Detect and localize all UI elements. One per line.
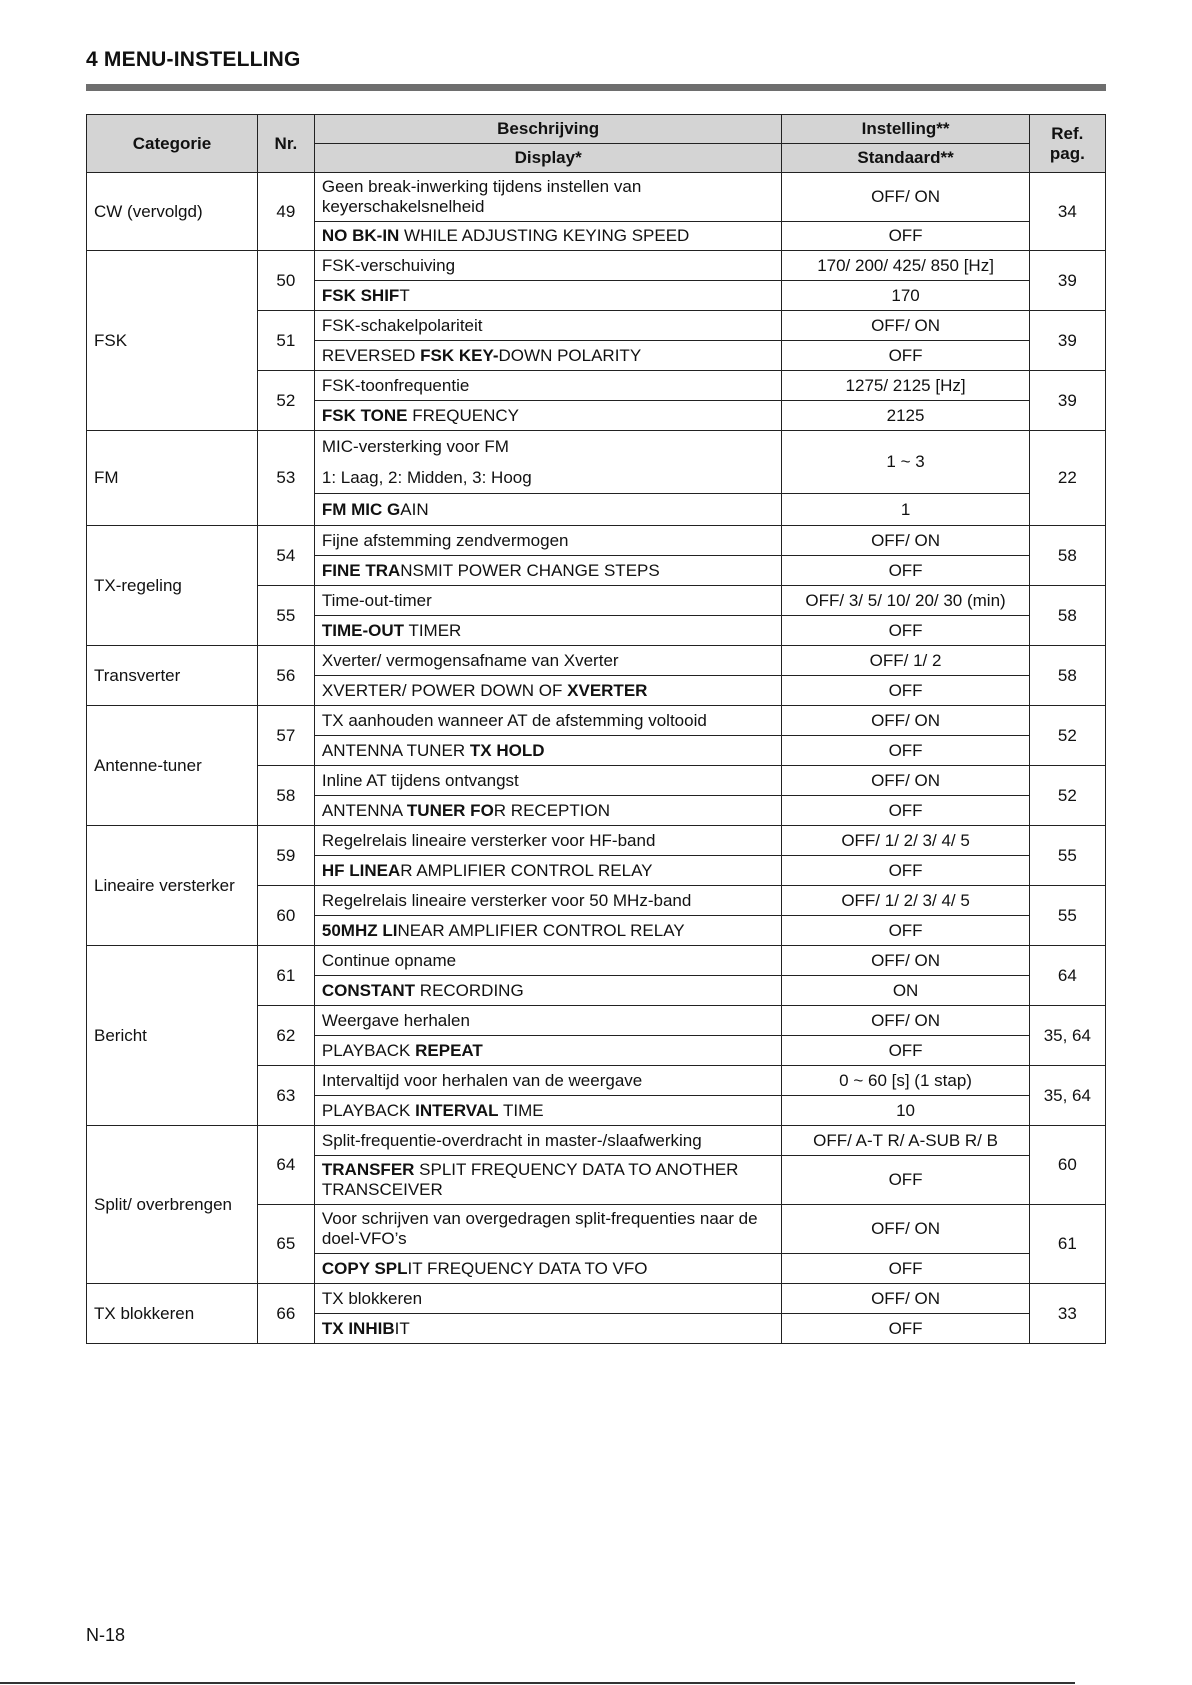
display-bold: TX INHIB xyxy=(321,1318,395,1338)
header-ref-line1: Ref. xyxy=(1051,123,1084,143)
section-title: 4 MENU-INSTELLING xyxy=(86,48,301,71)
table-row xyxy=(87,946,1106,976)
display-bold: TX HOLD xyxy=(469,740,545,760)
category-cell: Antenne-tuner xyxy=(87,706,258,826)
display-cell xyxy=(314,281,782,311)
display-bold: NO BK-IN xyxy=(321,226,400,245)
setting-cell: 1275/ 2125 [Hz] xyxy=(782,371,1029,401)
default-cell: ON xyxy=(782,976,1029,1006)
setting-cell: OFF/ ON xyxy=(782,946,1029,976)
default-cell: OFF xyxy=(782,676,1029,706)
default-cell: OFF xyxy=(782,1314,1029,1344)
default-cell: 170 xyxy=(782,281,1029,311)
display-cell xyxy=(314,494,782,526)
display-bold: XVERTER xyxy=(567,680,648,700)
ref-cell: 58 xyxy=(1029,526,1105,586)
display-prefix: XVERTER/ POWER DOWN OF xyxy=(321,680,568,700)
header-nr: Nr. xyxy=(257,115,314,173)
ref-cell: 35, 64 xyxy=(1029,1066,1105,1126)
description-cell: Split-frequentie-overdracht in master-/slaafwerking xyxy=(314,1126,782,1156)
display-bold: FINE TRA xyxy=(321,560,401,580)
default-cell: OFF xyxy=(782,556,1029,586)
default-cell: OFF xyxy=(782,341,1029,371)
table-row xyxy=(87,1126,1106,1156)
ref-cell: 55 xyxy=(1029,826,1105,886)
setting-cell: OFF/ 3/ 5/ 10/ 20/ 30 (min) xyxy=(782,586,1029,616)
table-row xyxy=(87,173,1106,222)
ref-cell: 39 xyxy=(1029,311,1105,371)
display-cell xyxy=(314,616,782,646)
nr-cell: 65 xyxy=(257,1205,314,1284)
menu-table xyxy=(86,114,1106,1344)
nr-cell: 64 xyxy=(257,1126,314,1205)
display-bold: INTERVAL xyxy=(415,1100,499,1120)
display-rest: NSMIT POWER CHANGE STEPS xyxy=(400,560,660,580)
default-cell: OFF xyxy=(782,1156,1029,1205)
setting-cell: OFF/ 1/ 2/ 3/ 4/ 5 xyxy=(782,826,1029,856)
description-cell: Weergave herhalen xyxy=(314,1006,782,1036)
header-instelling: Instelling** xyxy=(782,115,1029,144)
description-cell: TX aanhouden wanneer AT de afstemming voltooid xyxy=(314,706,782,736)
setting-cell: OFF/ ON xyxy=(782,1006,1029,1036)
ref-cell: 61 xyxy=(1029,1205,1105,1284)
ref-cell: 33 xyxy=(1029,1284,1105,1344)
category-cell: Lineaire versterker xyxy=(87,826,258,946)
setting-cell: 1 ~ 3 xyxy=(782,431,1029,494)
ref-cell: 60 xyxy=(1029,1126,1105,1205)
nr-cell: 56 xyxy=(257,646,314,706)
ref-cell: 39 xyxy=(1029,251,1105,311)
category-cell: Bericht xyxy=(87,946,258,1126)
setting-cell: OFF/ ON xyxy=(782,1284,1029,1314)
ref-cell: 22 xyxy=(1029,431,1105,526)
nr-cell: 53 xyxy=(257,431,314,526)
nr-cell: 63 xyxy=(257,1066,314,1126)
display-rest: FREQUENCY xyxy=(407,405,519,425)
default-cell: OFF xyxy=(782,916,1029,946)
display-rest: SPLIT FREQUENCY DATA TO ANOTHER TRANSCEIVER xyxy=(321,1160,739,1199)
nr-cell: 60 xyxy=(257,886,314,946)
setting-cell: OFF/ ON xyxy=(782,311,1029,341)
default-cell: OFF xyxy=(782,1254,1029,1284)
nr-cell: 66 xyxy=(257,1284,314,1344)
display-cell xyxy=(314,222,782,251)
table-row xyxy=(87,826,1106,856)
header-ref xyxy=(1029,115,1105,173)
description-cell: Intervaltijd voor herhalen van de weergave xyxy=(314,1066,782,1096)
setting-cell: OFF/ ON xyxy=(782,173,1029,222)
description-cell: TX blokkeren xyxy=(314,1284,782,1314)
header-display: Display* xyxy=(314,144,782,173)
display-prefix: REVERSED xyxy=(321,345,421,365)
display-cell xyxy=(314,676,782,706)
description-cell: Fijne afstemming zendvermogen xyxy=(314,526,782,556)
default-cell: OFF xyxy=(782,1036,1029,1066)
display-cell xyxy=(314,736,782,766)
table-row xyxy=(87,431,1106,494)
description-cell: FSK-schakelpolariteit xyxy=(314,311,782,341)
display-rest: R RECEPTION xyxy=(493,800,610,820)
nr-cell: 49 xyxy=(257,173,314,251)
default-cell: OFF xyxy=(782,616,1029,646)
category-cell: TX blokkeren xyxy=(87,1284,258,1344)
setting-cell: OFF/ ON xyxy=(782,1205,1029,1254)
default-cell: OFF xyxy=(782,222,1029,251)
description-line: MIC-versterking voor FM xyxy=(321,437,509,456)
display-rest: NEAR AMPLIFIER CONTROL RELAY xyxy=(397,920,685,940)
description-cell: FSK-toonfrequentie xyxy=(314,371,782,401)
description-cell: FSK-verschuiving xyxy=(314,251,782,281)
nr-cell: 59 xyxy=(257,826,314,886)
default-cell: 10 xyxy=(782,1096,1029,1126)
nr-cell: 52 xyxy=(257,371,314,431)
setting-cell: OFF/ ON xyxy=(782,706,1029,736)
display-cell xyxy=(314,341,782,371)
display-rest: DOWN POLARITY xyxy=(498,345,642,365)
description-cell: Inline AT tijdens ontvangst xyxy=(314,766,782,796)
ref-cell: 52 xyxy=(1029,706,1105,766)
default-cell: 1 xyxy=(782,494,1029,526)
description-line: 1: Laag, 2: Midden, 3: Hoog xyxy=(321,468,532,487)
setting-cell: OFF/ ON xyxy=(782,526,1029,556)
header-standaard: Standaard** xyxy=(782,144,1029,173)
display-cell xyxy=(314,1096,782,1126)
display-prefix: ANTENNA xyxy=(321,800,407,820)
default-cell: OFF xyxy=(782,796,1029,826)
default-cell: OFF xyxy=(782,856,1029,886)
display-rest: AIN xyxy=(400,499,429,519)
display-bold: COPY SPL xyxy=(321,1258,408,1278)
display-rest: TIMER xyxy=(404,620,462,640)
category-cell: Split/ overbrengen xyxy=(87,1126,258,1284)
category-cell: TX-regeling xyxy=(87,526,258,646)
setting-cell: OFF/ ON xyxy=(782,766,1029,796)
header-beschrijving: Beschrijving xyxy=(314,115,782,144)
description-cell: Geen break-inwerking tijdens instellen van keyerschakelsnelheid xyxy=(314,173,782,222)
display-bold: REPEAT xyxy=(415,1040,483,1060)
display-cell xyxy=(314,1156,782,1205)
ref-cell: 64 xyxy=(1029,946,1105,1006)
display-prefix: PLAYBACK xyxy=(321,1040,416,1060)
setting-cell: OFF/ A-T R/ A-SUB R/ B xyxy=(782,1126,1029,1156)
description-cell: Regelrelais lineaire versterker voor HF-band xyxy=(314,826,782,856)
display-rest: RECORDING xyxy=(415,980,524,1000)
display-bold: 50MHZ LI xyxy=(321,920,398,940)
nr-cell: 51 xyxy=(257,311,314,371)
description-cell: Xverter/ vermogensafname van Xverter xyxy=(314,646,782,676)
display-cell xyxy=(314,1314,782,1344)
category-cell: FSK xyxy=(87,251,258,431)
category-cell: FM xyxy=(87,431,258,526)
display-cell xyxy=(314,556,782,586)
table-row xyxy=(87,1284,1106,1314)
description-cell: Continue opname xyxy=(314,946,782,976)
display-rest: WHILE ADJUSTING KEYING SPEED xyxy=(399,226,690,245)
header-categorie: Categorie xyxy=(87,115,258,173)
ref-cell: 39 xyxy=(1029,371,1105,431)
display-cell xyxy=(314,1254,782,1284)
display-rest: IT FREQUENCY DATA TO VFO xyxy=(407,1258,648,1278)
ref-cell: 34 xyxy=(1029,173,1105,251)
display-cell xyxy=(314,976,782,1006)
display-bold: HF LINEA xyxy=(321,860,401,880)
setting-cell: OFF/ 1/ 2/ 3/ 4/ 5 xyxy=(782,886,1029,916)
table-row xyxy=(87,706,1106,736)
setting-cell: 170/ 200/ 425/ 850 [Hz] xyxy=(782,251,1029,281)
nr-cell: 57 xyxy=(257,706,314,766)
page-number: N-18 xyxy=(86,1625,126,1645)
description-cell: Voor schrijven van overgedragen split-frequenties naar de doel-VFO’s xyxy=(314,1205,782,1254)
nr-cell: 62 xyxy=(257,1006,314,1066)
display-cell xyxy=(314,1036,782,1066)
display-rest: TIME xyxy=(498,1100,544,1120)
ref-cell: 58 xyxy=(1029,586,1105,646)
header-ref-line2: pag. xyxy=(1049,143,1085,163)
description-cell: Regelrelais lineaire versterker voor 50 MHz-band xyxy=(314,886,782,916)
display-bold: FSK KEY- xyxy=(420,345,499,365)
display-bold: TRANSFER xyxy=(321,1160,415,1179)
ref-cell: 35, 64 xyxy=(1029,1006,1105,1066)
table-row xyxy=(87,646,1106,676)
description-cell xyxy=(314,431,782,494)
display-cell xyxy=(314,856,782,886)
display-rest: T xyxy=(399,285,410,305)
default-cell: 2125 xyxy=(782,401,1029,431)
ref-cell: 52 xyxy=(1029,766,1105,826)
display-bold: FSK TONE xyxy=(321,405,408,425)
display-rest: R AMPLIFIER CONTROL RELAY xyxy=(400,860,653,880)
table-row xyxy=(87,526,1106,556)
display-rest: IT xyxy=(394,1318,410,1338)
display-bold: FM MIC G xyxy=(321,499,401,519)
display-prefix: PLAYBACK xyxy=(321,1100,416,1120)
bottom-rule xyxy=(0,1682,1075,1684)
display-prefix: ANTENNA TUNER xyxy=(321,740,470,760)
ref-cell: 55 xyxy=(1029,886,1105,946)
nr-cell: 58 xyxy=(257,766,314,826)
nr-cell: 55 xyxy=(257,586,314,646)
category-cell: CW (vervolgd) xyxy=(87,173,258,251)
ref-cell: 58 xyxy=(1029,646,1105,706)
display-bold: CONSTANT xyxy=(321,980,416,1000)
setting-cell: OFF/ 1/ 2 xyxy=(782,646,1029,676)
setting-cell: 0 ~ 60 [s] (1 stap) xyxy=(782,1066,1029,1096)
description-cell: Time-out-timer xyxy=(314,586,782,616)
nr-cell: 61 xyxy=(257,946,314,1006)
default-cell: OFF xyxy=(782,736,1029,766)
display-bold: FSK SHIF xyxy=(321,285,400,305)
table-row xyxy=(87,251,1106,281)
nr-cell: 50 xyxy=(257,251,314,311)
display-cell xyxy=(314,916,782,946)
display-bold: TIME-OUT xyxy=(321,620,405,640)
nr-cell: 54 xyxy=(257,526,314,586)
display-cell xyxy=(314,401,782,431)
category-cell: Transverter xyxy=(87,646,258,706)
title-rule xyxy=(86,84,1106,91)
display-bold: TUNER FO xyxy=(406,800,494,820)
display-cell xyxy=(314,796,782,826)
